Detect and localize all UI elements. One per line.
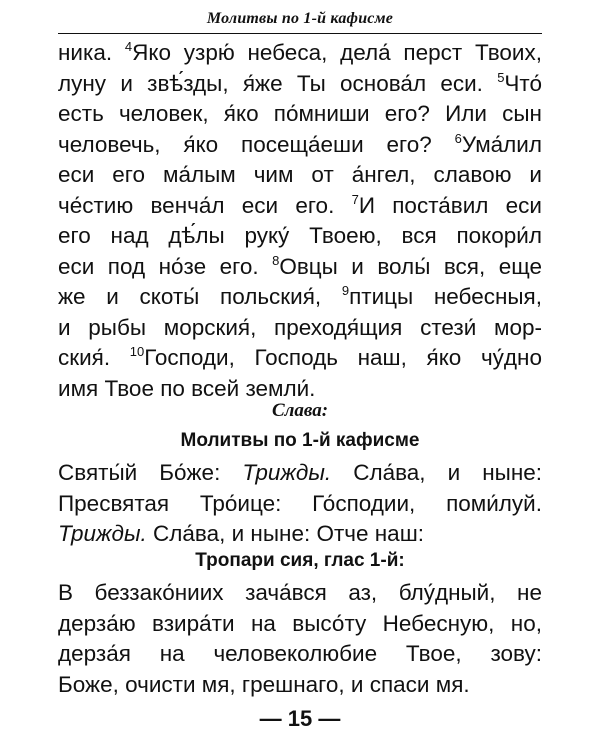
text-line: ския́. $^{10}$Господи, Господь наш, я́ко чу́дно [58,344,542,370]
text-line: луну и звѣ́зды, я́же Ты основа́л еси. $^5$Что́ [58,69,542,96]
book-page [58,0,542,750]
text-line: же и скоты́ польския́, $^9$птицы небесныя, [58,283,542,309]
text-line: дерза́я на человеколюбие Твое, зову: [58,641,542,666]
text-line: дерза́ю взира́ти на высо́ту Небесную, но, [58,610,542,636]
verse-number: 8 [272,252,280,268]
text-line: В беззако́ниих зача́вся аз, блу́дный, не [58,580,542,605]
text-line: есть человек, я́ко по́мниши его? Или сын [58,101,542,126]
text-line: Трижды. Сла́ва, и ныне: Отче наш: [58,521,425,546]
text-line: Пресвятая Тро́ице: Го́сподии, поми́луй. [58,490,542,516]
verse-number: 6 [454,130,462,146]
text-line: ника. $^4$Яко узрю́ небеса, дела́ перст Твоих, [58,39,542,65]
header-rule [58,33,542,34]
running-head: Молитвы по 1-й кафисме [206,10,394,27]
text-line: и рыбы морския́, преходя́щия стези́ мор- [58,314,542,340]
text-line: Боже, очисти мя, грешнаго, и спаси мя. [58,671,470,697]
verse-number: 10 [129,344,145,359]
verse-number: 7 [351,191,359,207]
text-line: имя Твое по всей земли́. [58,375,316,401]
verse-number: 9 [341,283,350,298]
text-line: еси его ма́лым чим от а́нгел, славою и [58,162,542,187]
verse-number: 4 [124,39,133,54]
text-line: человечь, я́ко посеща́еши его? $^6$Ума́лил [58,130,542,157]
text-line: че́стию венча́л еси его. $^7$И поста́вил еси [58,191,542,218]
text-line: его над дѣ́лы руку́ Твоею, вся покори́л [58,223,542,248]
troparia-heading: Тропари сия, глас 1-й: [195,550,405,571]
page-number: — 15 — [259,706,341,731]
text-line: еси под но́зе его. $^8$Овцы и волы́ вся, еще [58,252,542,279]
prayers-heading: Молитвы по 1-й кафисме [180,430,420,451]
verse-number: 5 [497,69,505,85]
glory-heading: Слава: [271,400,329,421]
text-line: Святы́й Бо́же: Трижды. Сла́ва, и ныне: [58,460,543,485]
